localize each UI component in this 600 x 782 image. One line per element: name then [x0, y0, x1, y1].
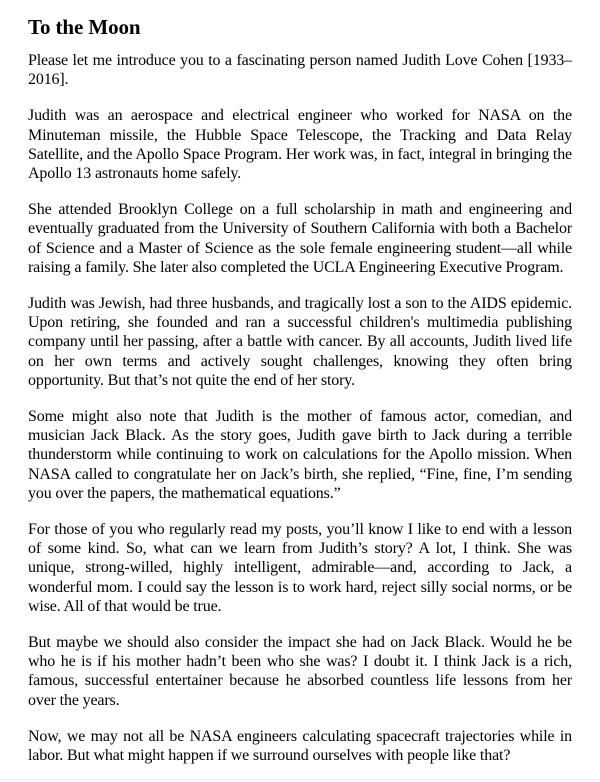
- paragraph-lesson: For those of you who regularly read my posts, you’ll know I like to end with a lesson of some kind. So, what can we learn from Judith’s story? A lot, I think. She was unique, strong-willed, highly intelligent, admirable—and, according to Jack, a wonderful mom. I could say the lesson is to work hard, reject silly social norms, or be wise. All of that would be true.: [28, 521, 572, 615]
- paragraph-conclusion: Now, we may not all be NASA engineers calculating spacecraft trajectories while in labor. But what might happen if we surround ourselves with people like that?: [28, 727, 572, 765]
- paragraph-intro: Please let me introduce you to a fascinating person named Judith Love Cohen [1933–2016].: [28, 52, 572, 89]
- paragraph-impact: But maybe we should also consider the impact she had on Jack Black. Would he be who he is if his mother hadn’t been who she was? I doubt it. I think Jack is a rich, famous, successful entertainer because he absorbed countless life lessons from her over the years.: [28, 634, 572, 709]
- paragraph-education: She attended Brooklyn College on a full scholarship in math and engineering and eventually graduated from the University of Southern California with both a Bachelor of Science and a Master of Science as the sole female engineering student—all while raising a family. She later also completed the UCLA Engineering Executive Program.: [28, 201, 572, 276]
- paragraph-jack-black: Some might also note that Judith is the mother of famous actor, comedian, and musician Jack Black. As the story goes, Judith gave birth to Jack during a terrible thunderstorm while continuing to work on calculations for the Apollo mission. When NASA called to congratulate her on Jack’s birth, she replied, “Fine, fine, I’m sending you over the papers, the mathematical equations.”: [28, 408, 572, 502]
- article-title: To the Moon: [28, 15, 141, 39]
- paragraph-personal-life: Judith was Jewish, had three husbands, and tragically lost a son to the AIDS epidemic. Upon retiring, she founded and ran a successful children's multimedia publishing company until her passing, after a battle with cancer. By all accounts, Judith lived life on her own terms and actively sought challenges, knowing they often bring opportunity. But that’s not quite the end of her story.: [28, 295, 572, 389]
- document-page: [28, 14, 572, 782]
- bottom-divider: [0, 779, 600, 780]
- paragraph-career: Judith was an aerospace and electrical engineer who worked for NASA on the Minuteman missile, the Hubble Space Telescope, the Tracking and Data Relay Satellite, and the Apollo Space Program. Her work was, in fact, integral in bringing the Apollo 13 astronauts home safely.: [28, 107, 572, 183]
